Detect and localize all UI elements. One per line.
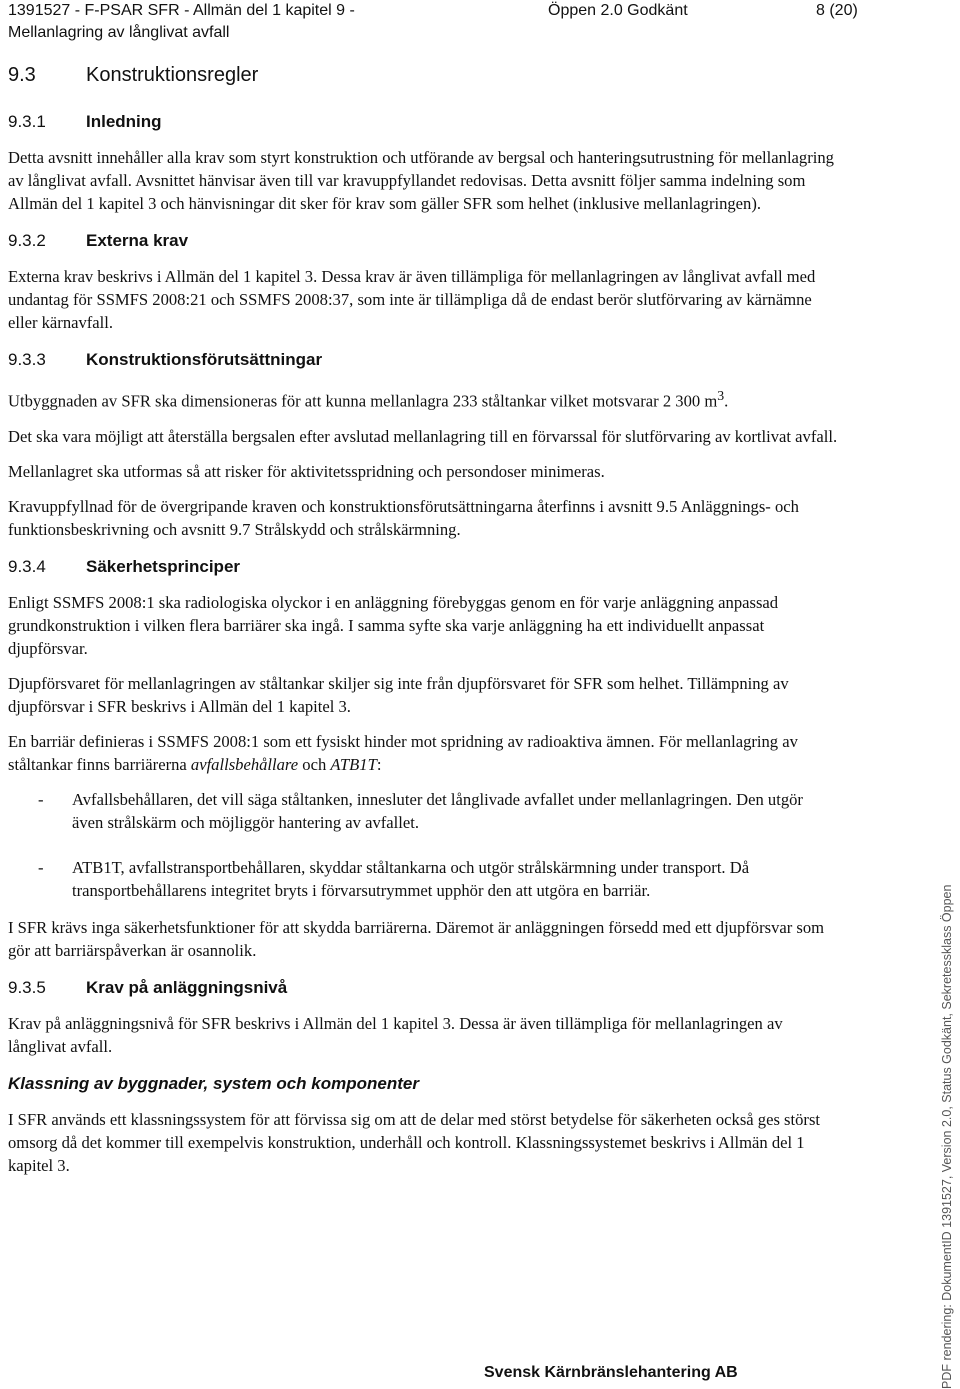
paragraph: Mellanlagret ska utformas så att risker för aktivitetsspridning och persondoser minimeras. [8, 461, 605, 481]
section-number: 9.3.1 [8, 112, 46, 131]
pdf-rendering-note: PDF rendering: DokumentID 1391527, Version 2.0, Status Godkänt, Sekretessklass Öppen [940, 884, 954, 1389]
section-title: Krav på anläggningsnivå [86, 977, 288, 997]
list-item-text: Avfallsbehållaren, det vill säga ståltanken, innesluter det långlivade avfallet under mellanlagringen. Den utgör även strålskärm och möjliggör hantering av avfallet. [72, 789, 803, 832]
section-9-3-2 [8, 229, 838, 334]
paragraph: Detta avsnitt innehåller alla krav som styrt konstruktion och utförande av bergsal och hanteringsutrustning för mellanlagring av långlivat avfall. Avsnittet hänvisar även till var kravuppfyllandet redovisas. Detta avsnitt följer samma indelning som Allmän del 1 kapitel 3 och hänvisningar dit sker för krav som gäller SFR som helhet (inklusive mellanlagringen). [8, 148, 834, 213]
paragraph: I SFR krävs inga säkerhetsfunktioner för att skydda barriärerna. Däremot är anläggningen försedd med ett djupförsvar som gör att barriärspåverkan är osannolik. [8, 917, 825, 960]
page-number: 8 (20) [816, 2, 858, 19]
section-number: 9.3.3 [8, 350, 46, 369]
section-heading [8, 976, 838, 1000]
document-status: Öppen 2.0 Godkänt [548, 2, 688, 19]
section-9-3-1 [8, 110, 838, 215]
dash-bullet: - [38, 857, 44, 877]
paragraph-text: En barriär definieras i SSMFS 2008:1 som ett fysiskt hinder mot spridning av radioaktiva ämnen. För mellanlagring av ståltankar finns barriärerna [8, 731, 798, 774]
paragraph [8, 384, 838, 413]
section-heading [8, 348, 838, 372]
section-number: 9.3.5 [8, 977, 46, 997]
paragraph: Enligt SSMFS 2008:1 ska radiologiska olyckor i en anläggning förebyggas genom en för varje anläggning anpassad grundkonstruktion i vilken flera barriärer ska ingå. I samma syfte ska varje anläggning ha ett individuellt anpassat djupförsvar. [8, 592, 779, 658]
paragraph-text: . [724, 391, 729, 411]
superscript: 3 [717, 388, 725, 403]
section-heading-9-3 [8, 62, 838, 88]
paragraph: Djupförsvaret för mellanlagringen av ståltankar skiljer sig inte från djupförsvaret för SFR som helhet. Tillämpning av djupförsvar i SFR beskrivs i Allmän del 1 kapitel 3. [8, 673, 789, 716]
list-item [8, 856, 838, 902]
footer-company: Svensk Kärnbränslehantering AB [484, 1364, 738, 1381]
section-klassning [8, 1072, 838, 1177]
term-italic: avfallsbehållare [190, 754, 299, 774]
section-title: Konstruktionsförutsättningar [86, 350, 323, 369]
paragraph: Det ska vara möjligt att återställa bergsalen efter avslutad mellanlagring till en förvarssal för slutförvaring av kortlivat avfall. [8, 426, 838, 446]
section-number: 9.3.2 [8, 231, 46, 250]
section-number: 9.3.4 [8, 556, 46, 576]
section-title: Säkerhetsprinciper [86, 556, 241, 576]
list-item-text: ATB1T, avfallstransportbehållaren, skyddar ståltankarna och utgör strålskärmning under transport. Då transportbehållarens integritet bryts i förvarsutrymmet upphör den att utgöra en barriär. [72, 857, 750, 900]
section-9-3-4 [8, 555, 838, 962]
term-italic: ATB1T [330, 754, 377, 774]
section-9-3-3 [8, 348, 838, 541]
paragraph [8, 730, 838, 776]
document-body [8, 56, 838, 1191]
section-heading [8, 555, 838, 579]
paragraph-text: Utbyggnaden av SFR ska dimensioneras för att kunna mellanlagra 233 ståltankar vilket motsvarar 2 300 m [8, 391, 718, 411]
section-heading [8, 229, 838, 253]
section-title: Externa krav [86, 231, 189, 250]
list-item [8, 788, 838, 834]
paragraph: Krav på anläggningsnivå för SFR beskrivs i Allmän del 1 kapitel 3. Dessa är även tillämpliga för mellanlagringen av långlivat avfall. [8, 1013, 783, 1056]
section-title: Inledning [86, 112, 162, 131]
section-number: 9.3 [8, 64, 36, 86]
paragraph: Externa krav beskrivs i Allmän del 1 kapitel 3. Dessa krav är även tillämpliga för mellanlagringen av långlivat avfall med undantag för SSMFS 2008:21 och SSMFS 2008:37, som inte är tillämpliga då de endast berör slutförvaring av kärnämne eller kärnavfall. [8, 267, 816, 332]
section-heading [8, 110, 838, 134]
paragraph: I SFR används ett klassningssystem för att förvissa sig om att de delar med störst betydelse för säkerheten också ges störst omsorg då det kommer till exempelvis konstruktion, underhåll och kontroll. Klassningssystemet beskrivs i Allmän del 1 kapitel 3. [8, 1109, 821, 1175]
paragraph-text: och [298, 754, 331, 774]
section-9-3-5 [8, 976, 838, 1058]
dash-bullet: - [38, 789, 44, 809]
paragraph-text: : [376, 754, 382, 774]
document-title: 1391527 - F-PSAR SFR - Allmän del 1 kapitel 9 - Mellanlagring av långlivat avfall [8, 2, 355, 41]
section-title: Konstruktionsregler [86, 64, 259, 86]
subsection-heading: Klassning av byggnader, system och komponenter [8, 1073, 419, 1093]
paragraph: Kravuppfyllnad för de övergripande kraven och konstruktionsförutsättningarna återfinns i avsnitt 9.5 Anläggnings- och funktionsbeskrivning och avsnitt 9.7 Strålskydd och strålskärmning. [8, 496, 799, 539]
